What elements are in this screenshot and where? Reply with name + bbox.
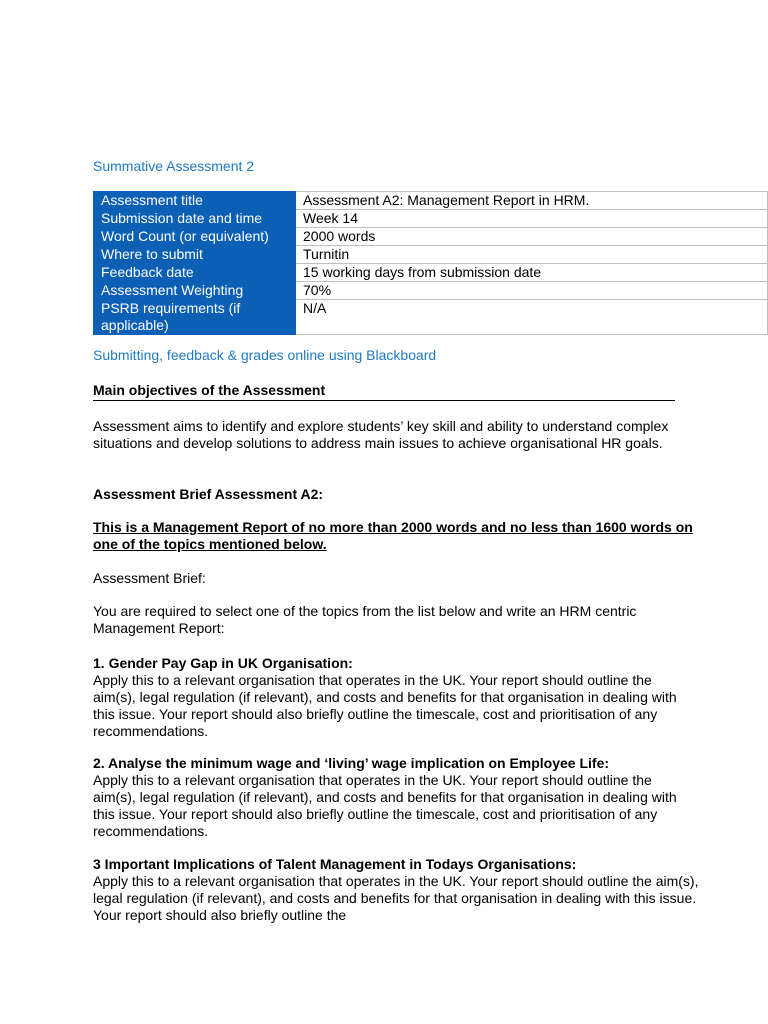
row-key: Submission date and time <box>94 210 296 228</box>
row-value: 70% <box>296 282 768 300</box>
row-key: PSRB requirements (if applicable) <box>94 300 296 335</box>
topic-body: Apply this to a relevant organisation that operates in the UK. Your report should outline the aim(s), legal regulation (if relevant), and costs and benefits for that organisation in dealing with this issue. Your report should also briefly outline the <box>93 873 699 923</box>
row-key: Assessment Weighting <box>94 282 296 300</box>
row-value: 2000 words <box>296 228 768 246</box>
brief-label: Assessment Brief: <box>93 570 206 586</box>
row-value: Assessment A2: Management Report in HRM. <box>296 192 768 210</box>
submitting-heading: Submitting, feedback & grades online using Blackboard <box>93 347 437 363</box>
table-row <box>94 264 768 282</box>
brief-heading: Assessment Brief Assessment A2: <box>93 486 324 502</box>
row-key: Assessment title <box>94 192 296 210</box>
assessment-info-table <box>93 191 768 335</box>
word-limit-statement: This is a Management Report of no more than 2000 words and no less than 1600 words on one of the topics mentioned below. <box>93 519 693 552</box>
topic-body: Apply this to a relevant organisation that operates in the UK. Your report should outline the aim(s), legal regulation (if relevant), and costs and benefits for that organisation in dealing with this issue. Your report should also briefly outline the timescale, cost and prioritisation of any recommendations. <box>93 772 677 839</box>
table-row <box>94 228 768 246</box>
topic-title: 3 Important Implications of Talent Management in Todays Organisations: <box>93 856 577 872</box>
topic-title: 1. Gender Pay Gap in UK Organisation: <box>93 655 353 671</box>
objectives-heading: Main objectives of the Assessment <box>93 382 675 401</box>
table-row <box>94 300 768 335</box>
topic-item <box>93 856 713 924</box>
table-row <box>94 210 768 228</box>
row-value: N/A <box>296 300 768 335</box>
row-value: 15 working days from submission date <box>296 264 768 282</box>
topic-title: 2. Analyse the minimum wage and ‘living’ wage implication on Employee Life: <box>93 755 610 771</box>
row-value: Week 14 <box>296 210 768 228</box>
row-key: Feedback date <box>94 264 296 282</box>
table-row <box>94 246 768 264</box>
row-key: Word Count (or equivalent) <box>94 228 296 246</box>
select-topic-paragraph: You are required to select one of the topics from the list below and write an HRM centric Management Report: <box>93 603 637 636</box>
summative-heading: Summative Assessment 2 <box>93 158 255 174</box>
row-key: Where to submit <box>94 246 296 264</box>
table-row <box>94 282 768 300</box>
table-row <box>94 192 768 210</box>
objectives-paragraph: Assessment aims to identify and explore students’ key skill and ability to understand complex situations and develop solutions to address main issues to achieve organisational HR goals. <box>93 418 669 451</box>
topic-body: Apply this to a relevant organisation that operates in the UK. Your report should outline the aim(s), legal regulation (if relevant), and costs and benefits for that organisation in dealing with this issue. Your report should also briefly outline the timescale, cost and prioritisation of any recommendations. <box>93 672 677 739</box>
row-value: Turnitin <box>296 246 768 264</box>
topic-item <box>93 655 693 740</box>
topic-item <box>93 755 693 840</box>
